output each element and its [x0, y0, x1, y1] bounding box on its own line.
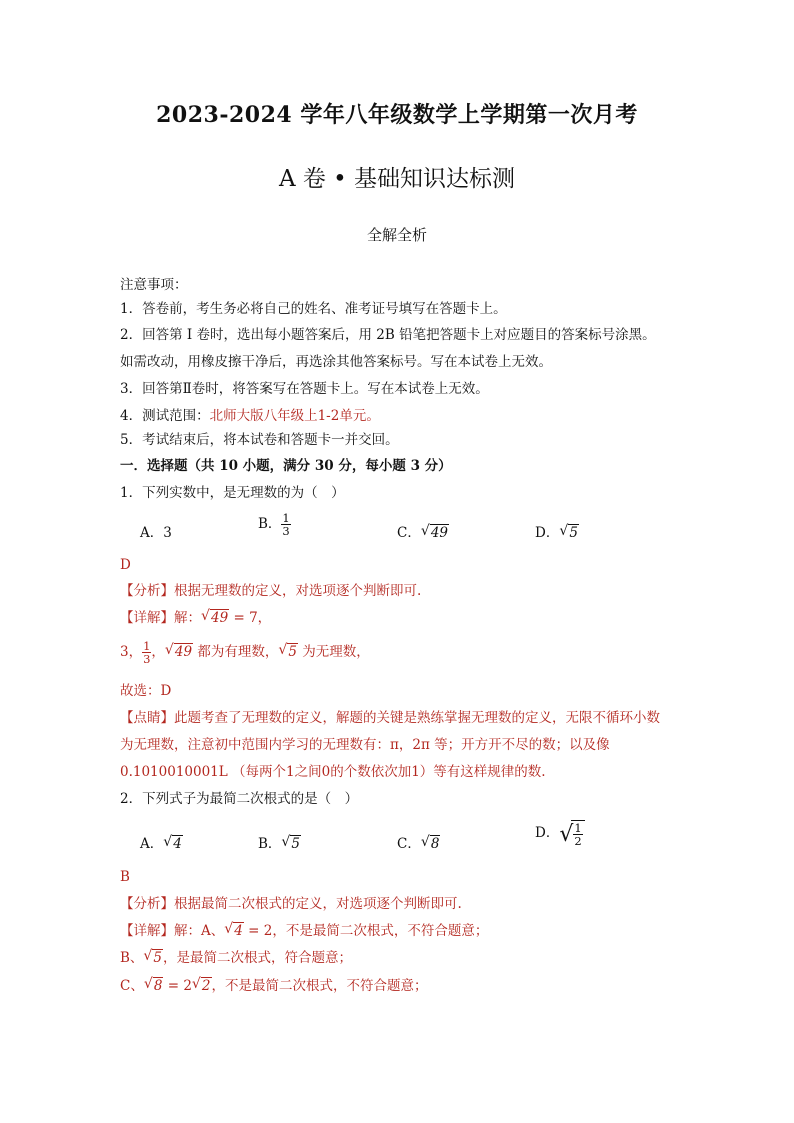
q2-answer: B — [120, 869, 130, 885]
detail-text: 3， — [120, 644, 143, 660]
detail-equation: = 7， — [229, 610, 272, 626]
q2-option-a-label: A． — [140, 836, 164, 852]
q1-option-b-label: B． — [258, 516, 282, 532]
q1-comment-line2: 为无理数，注意初中范围内学习的无理数有：π，2π 等；开方开不尽的数；以及像 — [120, 737, 610, 753]
q1-detail — [120, 609, 271, 627]
analysis-text: 根据无理数的定义，对选项逐个判断即可. — [174, 583, 422, 599]
fraction-denominator: 3 — [143, 652, 151, 666]
sqrt-expression — [143, 949, 163, 967]
sqrt-expression — [559, 525, 579, 541]
q1-option-c-label: C． — [397, 525, 421, 541]
radicand: 5 — [291, 836, 301, 852]
q2-option-d-label: D． — [535, 825, 560, 841]
sqrt-icon: √ — [143, 976, 153, 992]
sqrt-icon: √ — [163, 834, 173, 850]
fraction-numerator: 1 — [574, 821, 582, 835]
detail-tag: 【详解】 — [120, 923, 174, 939]
radicand: 49 — [211, 610, 229, 626]
sqrt-expression — [421, 836, 441, 852]
detail-text: C、 — [120, 978, 144, 994]
sqrt-expression — [192, 977, 212, 995]
notice-item-3: 3．回答第Ⅱ卷时，将答案写在答题卡上。写在本试卷上无效。 — [120, 381, 489, 397]
page-label: 全解全析 — [366, 226, 427, 244]
q1-option-c — [397, 521, 449, 541]
comment-tag: 【点睛】 — [120, 710, 174, 726]
sqrt-icon: √ — [559, 523, 569, 539]
comment-text: 此题考查了无理数的定义，解题的关键是熟练掌握无理数的定义，无限不循环小数 — [174, 710, 660, 726]
notice-item-4 — [120, 407, 380, 425]
detail-text: ，不是最简二次根式，不符合题意； — [211, 978, 428, 994]
detail-text: 都为有理数， — [193, 644, 279, 660]
radicand: 8 — [153, 978, 163, 994]
sqrt-icon: √ — [224, 921, 234, 937]
radicand: 8 — [430, 836, 440, 852]
sqrt-expression — [278, 643, 298, 661]
radicand: 4 — [234, 923, 243, 939]
section-heading: 一．选择题（共 10 小题，满分 30 分，每小题 3 分） — [120, 458, 452, 474]
q2-analysis — [120, 895, 462, 913]
sqrt-expression — [201, 609, 229, 627]
sqrt-icon: √ — [201, 608, 210, 624]
sqrt-expression — [224, 922, 244, 940]
fraction-numerator: 1 — [282, 511, 290, 525]
q1-analysis — [120, 582, 421, 600]
analysis-text: 根据最简二次根式的定义，对选项逐个判断即可. — [174, 896, 462, 912]
notice-item-4-range: 北师大版八年级上1-2单元。 — [209, 408, 380, 424]
radicand: 49 — [430, 525, 449, 541]
page-title: 2023-2024 学年八年级数学上学期第一次月考 — [156, 102, 638, 128]
q2-option-c-label: C． — [397, 836, 421, 852]
detail-text: ， — [151, 644, 165, 660]
analysis-tag: 【分析】 — [120, 583, 174, 599]
detail-text: 为无理数， — [298, 644, 370, 660]
detail-text: B、 — [120, 950, 144, 966]
sqrt-icon: √ — [164, 642, 174, 658]
q1-answer: D — [120, 557, 131, 573]
sqrt-icon: √ — [191, 976, 201, 992]
q2-option-b-label: B． — [258, 836, 282, 852]
q1-comment-line3: 0.1010010001L （每两个1之间0的个数依次加1）等有这样规律的数. — [120, 764, 546, 780]
detail-tag: 【详解】 — [120, 610, 174, 626]
q2-option-d — [535, 820, 585, 847]
detail-text: ，是最简二次根式，符合题意； — [163, 950, 353, 966]
sqrt-icon: √ — [278, 642, 288, 658]
sqrt-expression — [165, 643, 193, 661]
radicand: 5 — [288, 644, 297, 660]
q1-stem: 1．下列实数中，是无理数的为（ ） — [120, 485, 345, 501]
sqrt-icon: √ — [559, 822, 574, 847]
fraction — [573, 822, 582, 847]
detail-text: = 2，不是最简二次根式，不符合题意； — [243, 923, 489, 939]
q1-option-b — [258, 512, 291, 537]
sqrt-icon: √ — [143, 948, 153, 964]
q2-detail-b — [120, 949, 352, 967]
radicand: 2 — [201, 978, 211, 994]
q2-option-c — [397, 832, 440, 852]
notice-heading: 注意事项： — [120, 277, 188, 293]
q1-option-d-label: D． — [535, 525, 560, 541]
sqrt-expression — [421, 525, 449, 541]
q1-detail-line2 — [120, 640, 370, 665]
q2-detail — [120, 922, 488, 940]
radicand: 5 — [569, 525, 578, 541]
q1-option-d — [535, 521, 579, 541]
q1-choose: 故选：D — [120, 683, 172, 699]
sqrt-expression — [281, 836, 301, 852]
sqrt-expression — [163, 836, 183, 852]
analysis-tag: 【分析】 — [120, 896, 174, 912]
page-subtitle: A 卷 • 基础知识达标测 — [278, 166, 516, 192]
notice-item-2-cont: 如需改动，用橡皮擦干净后，再选涂其他答案标号。写在本试卷上无效。 — [120, 354, 552, 370]
q2-detail-c — [120, 977, 428, 995]
q2-option-b — [258, 832, 301, 852]
fraction-numerator: 1 — [143, 639, 151, 653]
sqrt-icon: √ — [420, 834, 430, 850]
sqrt-icon: √ — [420, 523, 430, 539]
notice-item-4-prefix: 4．测试范围： — [120, 408, 210, 424]
q2-stem: 2．下列式子为最简二次根式的是（ ） — [120, 791, 359, 807]
q2-option-a — [140, 832, 183, 852]
notice-item-2: 2．回答第 I 卷时，选出每小题答案后，用 2B 铅笔把答题卡上对应题目的答案标号涂黑。 — [120, 327, 656, 343]
detail-text: = 2 — [163, 978, 192, 994]
detail-prefix: 解： — [174, 610, 201, 626]
sqrt-expression — [144, 977, 164, 995]
sqrt-expression — [559, 820, 584, 847]
fraction-denominator: 3 — [282, 524, 290, 538]
fraction-denominator: 2 — [574, 834, 582, 848]
q1-comment-line1 — [120, 709, 660, 727]
detail-prefix: 解：A、 — [174, 923, 225, 939]
notice-item-1: 1．答卷前，考生务必将自己的姓名、准考证号填写在答题卡上。 — [120, 301, 507, 317]
sqrt-icon: √ — [281, 834, 291, 850]
q1-option-b-fraction — [281, 512, 290, 537]
radicand: 4 — [173, 836, 182, 852]
radicand: 49 — [174, 644, 193, 660]
radicand: 5 — [153, 950, 163, 966]
notice-item-5: 5．考试结束后，将本试卷和答题卡一并交回。 — [120, 432, 399, 448]
q1-option-a: A．3 — [140, 525, 172, 541]
